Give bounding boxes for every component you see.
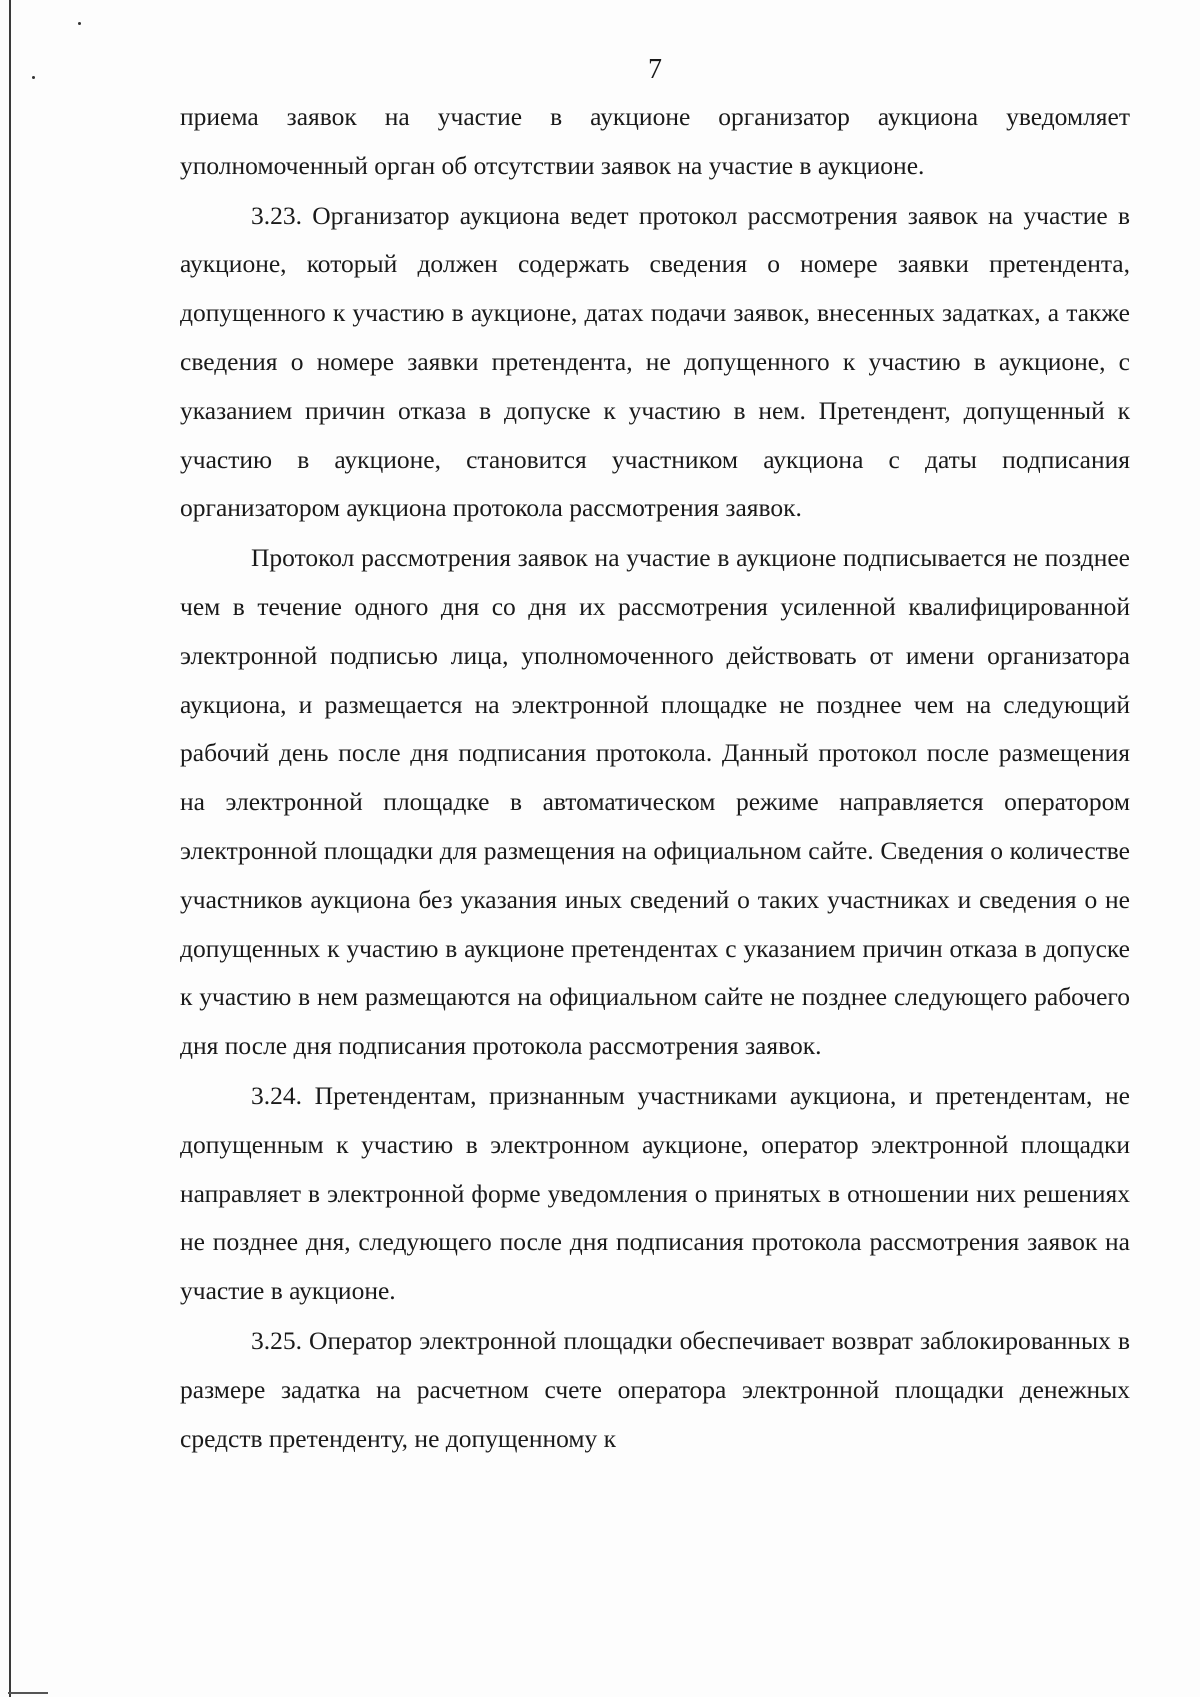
document-body <box>180 93 1130 1463</box>
scan-speck <box>78 22 81 25</box>
paragraph-protocol-signing: Протокол рассмотрения заявок на участие в аукционе подписывается не позднее чем в течение одного дня со дня их рассмотрения усиленной квалифицированной электронной подписью лица, уполномоченного действовать от имени организатора аукциона, и размещается на электронной площадке не позднее чем на следующий рабочий день после дня подписания протокола. Данный протокол после размещения на электронной площадке в автоматическом режиме направляется оператором электронной площадки для размещения на официальном сайте. Сведения о количестве участников аукциона без указания иных сведений о таких участниках и сведения о не допущенных к участию в аукционе претендентах с указанием причин отказа в допуске к участию в нем размещаются на официальном сайте не позднее следующего рабочего дня после дня подписания протокола рассмотрения заявок. <box>180 543 1130 1061</box>
paragraph-3-23: 3.23. Организатор аукциона ведет протокол рассмотрения заявок на участие в аукционе, который должен содержать сведения о номере заявки претендента, допущенного к участию в аукционе, датах подачи заявок, внесенных задатках, а также сведения о номере заявки претендента, не допущенного к участию в аукционе, с указанием причин отказа в допуске к участию в нем. Претендент, допущенный к участию в аукционе, становится участником аукциона с даты подписания организатором аукциона протокола рассмотрения заявок. <box>180 200 1130 523</box>
paragraph-3-24: 3.24. Претендентам, признанным участниками аукциона, и претендентам, не допущенным к участию в электронном аукционе, оператор электронной площадки направляет в электронной форме уведомления о принятых в отношении них решениях не позднее дня, следующего после дня подписания протокола рассмотрения заявок на участие в аукционе. <box>180 1080 1130 1306</box>
scan-bottom-mark <box>8 1692 48 1694</box>
paragraph-3-25: 3.25. Оператор электронной площадки обеспечивает возврат заблокированных в размере задатка на расчетном счете оператора электронной площадки денежных средств претенденту, не допущенному к <box>180 1325 1130 1453</box>
page-number: 7 <box>648 54 662 85</box>
scan-edge-line <box>9 0 11 1697</box>
paragraph-continuation: приема заявок на участие в аукционе организатор аукциона уведомляет уполномоченный орган об отсутствии заявок на участие в аукционе. <box>180 102 1130 180</box>
